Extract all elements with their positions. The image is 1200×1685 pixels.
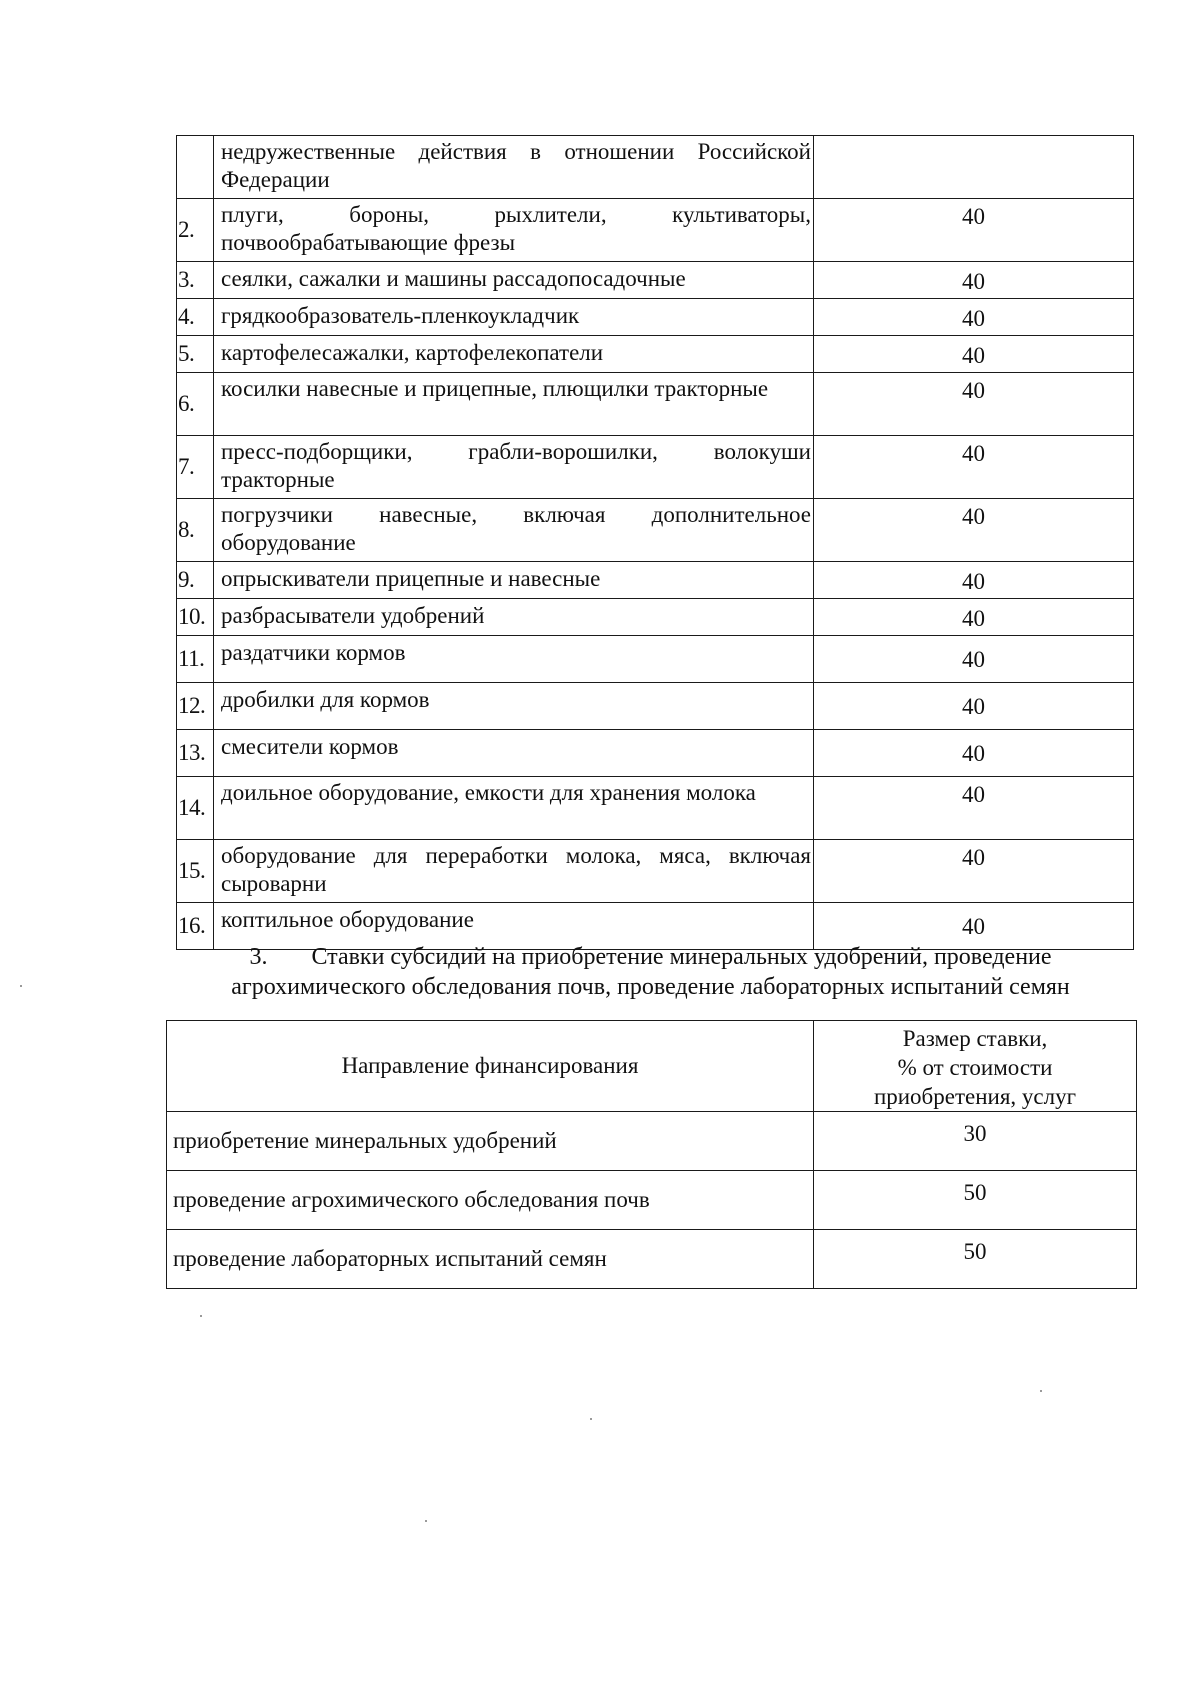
row-value: 40 [814,299,1134,336]
header-direction: Направление финансирования [167,1021,814,1112]
row-name: сеялки, сажалки и машины рассадопосадочные [214,262,814,299]
table-row [177,136,1134,199]
row-number: 13. [177,730,214,777]
scan-speck [20,985,22,987]
row-number: 3. [177,262,214,299]
header-rate [814,1021,1137,1112]
row-number: 15. [177,840,214,903]
row-direction: приобретение минеральных удобрений [167,1112,814,1171]
subsidy-rates-table [166,1020,1137,1289]
row-rate: 30 [814,1112,1137,1171]
row-name: разбрасыватели удобрений [214,599,814,636]
row-value: 40 [814,730,1134,777]
table-row [177,299,1134,336]
row-name: плуги, бороны, рыхлители, культиваторы, почвообрабатывающие фрезы [214,199,814,262]
row-number: 12. [177,683,214,730]
row-name: дробилки для кормов [214,683,814,730]
row-name: опрыскиватели прицепные и навесные [214,562,814,599]
scan-speck [590,1418,592,1420]
row-value: 40 [814,683,1134,730]
section-number: 3. [249,944,268,970]
row-value: 40 [814,562,1134,599]
row-value: 40 [814,199,1134,262]
header-rate-line: % от стоимости [897,1054,1053,1080]
header-rate-line: Размер ставки, [902,1025,1048,1051]
scan-speck [200,1315,202,1317]
table-row [177,436,1134,499]
row-rate: 50 [814,1171,1137,1230]
table-row [177,336,1134,373]
row-name: коптильное оборудование [214,903,814,950]
table-row [177,777,1134,840]
row-value: 40 [814,499,1134,562]
row-direction: проведение агрохимического обследования почв [167,1171,814,1230]
row-name: смесители кормов [214,730,814,777]
equipment-subsidy-table [176,135,1134,950]
row-number: 10. [177,599,214,636]
table-row [177,262,1134,299]
row-value [814,136,1134,199]
row-value: 40 [814,599,1134,636]
table-row [167,1230,1137,1289]
row-number: 6. [177,373,214,436]
row-name: грядкообразователь-пленкоукладчик [214,299,814,336]
table-row [177,730,1134,777]
row-number: 11. [177,636,214,683]
table-row [177,636,1134,683]
table-row [177,562,1134,599]
row-number: 4. [177,299,214,336]
header-rate-line: приобретения, услуг [873,1083,1077,1109]
row-value: 40 [814,373,1134,436]
table-row [177,840,1134,903]
row-number: 5. [177,336,214,373]
row-value: 40 [814,262,1134,299]
row-value: 40 [814,436,1134,499]
table-row [177,499,1134,562]
row-name: картофелесажалки, картофелекопатели [214,336,814,373]
row-number: 9. [177,562,214,599]
row-value: 40 [814,840,1134,903]
row-name: погрузчики навесные, включая дополнительное оборудование [214,499,814,562]
section-title: Ставки субсидий на приобретение минеральных удобрений, проведение агрохимического обследования почв, проведение лабораторных испытаний семян [231,944,1070,1000]
row-name: косилки навесные и прицепные, плющилки тракторные [214,373,814,436]
row-number [177,136,214,199]
row-name: пресс-подборщики, грабли-ворошилки, волокуши тракторные [214,436,814,499]
table-header-row [167,1021,1137,1112]
row-value: 40 [814,777,1134,840]
table-row [177,599,1134,636]
scan-speck [1040,1390,1042,1392]
row-value: 40 [814,636,1134,683]
row-name: доильное оборудование, емкости для хранения молока [214,777,814,840]
table-row [177,683,1134,730]
table-row [177,373,1134,436]
table-row [167,1171,1137,1230]
row-number: 2. [177,199,214,262]
row-name: недружественные действия в отношении Российской Федерации [214,136,814,199]
row-direction: проведение лабораторных испытаний семян [167,1230,814,1289]
row-rate: 50 [814,1230,1137,1289]
row-number: 8. [177,499,214,562]
table-row [167,1112,1137,1171]
row-number: 7. [177,436,214,499]
row-number: 14. [177,777,214,840]
row-name: раздатчики кормов [214,636,814,683]
scan-speck [425,1520,427,1522]
row-number: 16. [177,903,214,950]
row-name: оборудование для переработки молока, мяса, включая сыроварни [214,840,814,903]
row-value: 40 [814,336,1134,373]
section-heading [166,942,1135,1002]
row-value: 40 [814,903,1134,950]
table-row [177,199,1134,262]
